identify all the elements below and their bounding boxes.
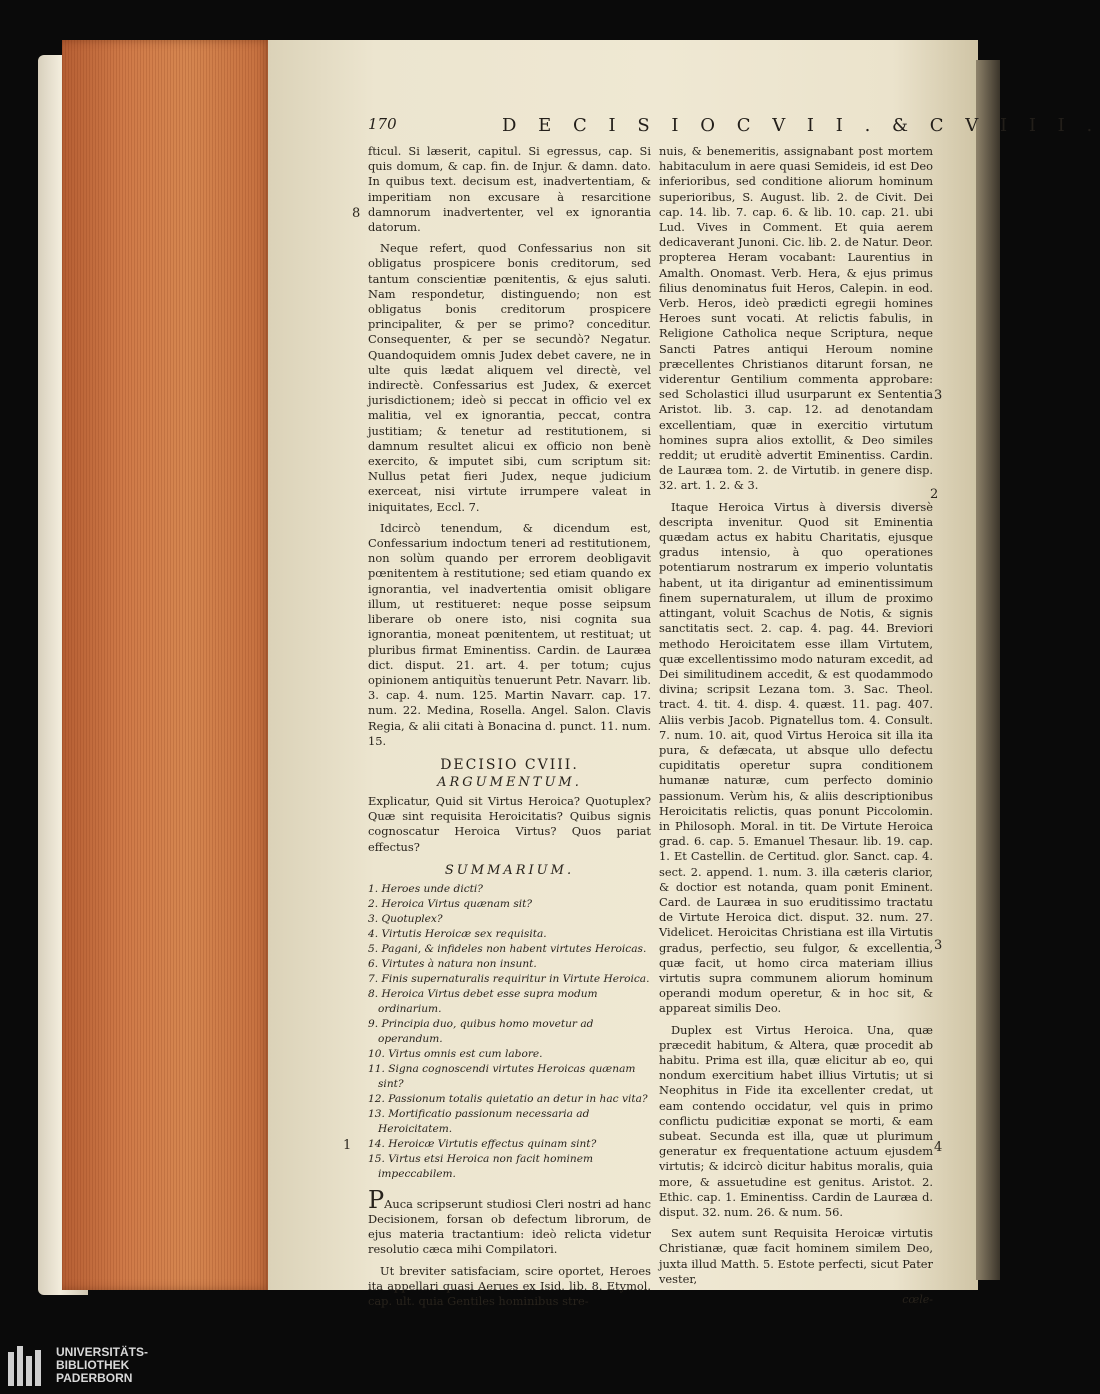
paragraph: nuis, & benemeritis, assignabant post mortem habitaculum in aere quasi Semideis, id est Deo inferioribus, sed conditione aliorum hominum superioribus, S. August. lib. 2. de Civit. Dei cap. 14. lib. 7. cap. 6. & lib. 10. cap. 21. ubi Lud. Vives in Comment. Et quia aerem dedicaverant Junoni. Cic. lib. 2. de Natur. Deor. propterea Heram vocabant: Laurentius in Amalth. Onomast. Verb. Hera, & ejus primus filius denominatus fuit Heros, Calepin. in eod. Verb. Heros, ideò prædicti egregii homines Heroes sunt vocati. At relictis fabulis, in Religione Catholica neque Scriptura, neque Sancti Patres antiqui Heroum nomine præcellentes Christianos ditarunt forsan, ne viderentur Gentilium commenta approbare: sed Scholastici illud usurparunt ex Sententia Aristot. lib. 3. cap. 12. ad denotandam excellentiam, quæ in exercitio virtutum homines supra alios extollit, & Deo similes reddit; ut eruditè advertit Eminentiss. Cardin. de Lauræa tom. 2. de Virtutib. in genere disp. 32. art. 1. 2. & 3. [659, 144, 933, 493]
page-number: 170 [368, 115, 397, 133]
summary-item: 11. Signa cognoscendi virtutes Heroicas quænam sint? [368, 1062, 636, 1090]
summary-item: 12. Passionum totalis quietatio an detur in hac vita? [368, 1092, 648, 1105]
margin-number: 4 [934, 1140, 943, 1155]
decisio-heading: DECISIO CVIII. [440, 756, 579, 773]
margin-number: 2 [930, 487, 939, 502]
library-logo-icon [8, 1346, 48, 1386]
paragraph: Neque refert, quod Confessarius non sit obligatus prospicere bonis creditorum, sed tantum conscientiæ pœnitentis, & ejus saluti. Nam respondetur, distinguendo; non est obligatus bonis creditorum prospicere principaliter, & per se primo? conceditur. Consequenter, & per se secundò? Negatur. Quandoquidem omnis Judex debet cavere, ne in ulte quis lædat aliquem vel directè, vel indirectè. Confessarius est Judex, & exercet jurisdictionem; ideò si peccat in officio vel ex malitia, vel ex ignorantia, peccat, contra justitiam; & tenetur ad restitutionem, si damnum resultet alicui ex officio non benè exercito, & imputet sibi, cum scriptum sit: Nullus petat fieri Judex, neque judicium exerceat, nisi virtute irrumpere valeat in iniquitates, Eccl. 7. [368, 241, 651, 514]
paragraph: Idcircò tenendum, & dicendum est, Confessarium indoctum teneri ad restitutionem, non solùm quando per errorem deobligavit pœnitentem à restitutione; sed etiam quando ex ignorantia, vel inadvertentia omisit obligare illum, ut restitueret: neque posse seipsum liberare ob onere isto, nisi cognita sua ignorantia, moneat pœnitentem, ut restituat; ut pluribus firmat Eminentiss. Cardin. de Lauræa dict. disput. 21. art. 4. per totum; cujus opinionem antiquitùs tenuerunt Petr. Navarr. lib. 3. cap. 4. num. 125. Martin Navarr. cap. 17. num. 22. Medina, Rosella. Angel. Salon. Clavis Regia, & alii citati à Bonacina d. punct. 11. num. 15. [368, 520, 651, 748]
summary-item: 7. Finis supernaturalis requiritur in Virtute Heroica. [368, 972, 650, 985]
summary-item: 1. Heroes unde dicti? [368, 882, 483, 895]
summary-item: 8. Heroica Virtus debet esse supra modum ordinarium. [368, 987, 598, 1015]
summary-item: 10. Virtus omnis est cum labore. [368, 1047, 543, 1060]
summary-item: 2. Heroica Virtus quænam sit? [368, 897, 533, 910]
margin-number: 3 [934, 938, 943, 953]
summary-item: 6. Virtutes à natura non insunt. [368, 957, 537, 970]
summary-item: 4. Virtutis Heroicæ sex requisita. [368, 927, 547, 940]
library-logo [8, 1344, 188, 1388]
paragraph: Duplex est Virtus Heroica. Una, quæ præcedit habitum, & Altera, quæ procedit ab habitu. Prima est illa, quæ elicitur ab eo, qui nondum exercitium habet illius Virtutis; ut si Neophitus in Fide ita excellenter credat, ut eam contendo occidatur, vel quis in primo conflictu pudicitiæ exponat se morti, & eam subeat. Secunda est illa, quæ ut plurimum generatur ex frequentatione actuum ejusdem virtutis; & idcircò dicitur habitus moralis, quia more, & assuetudine est genitus. Aristot. 2. Ethic. cap. 1. Eminentiss. Cardin de Lauræa d. disput. 32. num. 26. & num. 56. [659, 1022, 933, 1220]
margin-number: 3 [934, 388, 943, 403]
summary-item: 15. Virtus etsi Heroica non facit hominem impeccabilem. [368, 1152, 594, 1180]
summary-item: 5. Pagani, & infideles non habent virtutes Heroicas. [368, 942, 647, 955]
argumentum-text: Explicatur, Quid sit Virtus Heroica? Quotuplex? Quæ sint requisita Heroicitatis? Quibus signis cognoscatur Heroica Virtus? Quos pariat effectus? [368, 793, 651, 854]
page-header [368, 115, 1100, 141]
paragraph: Itaque Heroica Virtus à diversis diversè descripta invenitur. Quod sit Eminentia quædam actus ex habitu Charitatis, ejusque gradus intensio, à quo operationes potentiarum nostrarum ex imperio voluntatis habent, ut ita dirigantur ad eminentissimum finem supernaturalem, ut illum de proximo attingant, voluit Scachus de Notis, & signis sanctitatis sect. 2. cap. 4. pag. 44. Breviori methodo Heroicitatem esse illam Virtutem, quæ excellentissimo modo naturam excedit, ad Dei similitudinem accedit, & est quodammodo divina; scripsit Lezana tom. 3. Sac. Theol. tract. 4. tit. 4. disp. 4. quæst. 11. pag. 407. Aliis verbis Jacob. Pignatellus tom. 4. Consult. 7. num. 10. ait, quod Virtus Heroica sit illa ita pura, & defæcata, ut absque ullo defectu cupiditatis operetur supra conditionem humanæ naturæ, cum perfecto dominio passionum. Verùm his, & aliis descriptionibus Heroicitatis relictis, quas ponunt Piccolomin. in Philosoph. Moral. in tit. De Virtute Heroica grad. 6. cap. 5. Emanuel Thesaur. lib. 19. cap. 1. Et Castellin. de Certitud. glor. Sanct. cap. 4. sect. 2. append. 1. num. 3. illa cæteris clarior, & doctior est notanda, quam ponit Eminent. Card. de Lauræa in suo eruditissimo tractatu de Virtute Heroica dict. disput. 32. num. 27. Videlicet. Heroicitas Christiana est illa Virtutis gradus, perfectio, seu fulgor, & excellentia, quæ facit, ut homo circa materiam illius virtutis supra communem aliorum hominum operandi modum operetur, & in hoc sit, & appareat similis Deo. [659, 499, 933, 1016]
paragraph: Ut breviter satisfaciam, scire oportet, Heroes ita appellari quasi Aerues ex Isid. lib. 8. Etymol. cap. ult. quia Gentiles hominibus stre- [368, 1263, 651, 1308]
margin-number: 8 [352, 206, 361, 221]
summary-item: 9. Principia duo, quibus homo movetur ad operandum. [368, 1017, 594, 1045]
summarium-heading: SUMMARIUM. [444, 862, 575, 878]
summary-item: 13. Mortificatio passionum necessaria ad Heroicitatem. [368, 1107, 590, 1135]
paragraph: fticul. Si læserit, capitul. Si egressus, cap. Si quis domum, & cap. fin. de Injur. & damn. dato. In quibus text. decisum est, inadvertentiam, & imperitiam non excusare à resarcitione damnorum inadvertenter, vel ex ignorantia datorum. [368, 144, 651, 235]
summary-item: 3. Quotuplex? [368, 912, 443, 925]
facing-page-edge [976, 60, 1000, 1280]
margin-number: 1 [343, 1138, 352, 1153]
catchword: cœle- [902, 1293, 933, 1307]
running-head: D E C I S I O C V I I . & C V I I I . [502, 115, 1100, 136]
paragraph: Sex autem sunt Requisita Heroicæ virtutis Christianæ, quæ facit hominem similem Deo, juxta illud Matth. 5. Estote perfecti, sicut Pater vester, [659, 1226, 933, 1286]
right-column [659, 144, 933, 1306]
page-edges [62, 40, 272, 1290]
summary-item: 14. Heroicæ Virtutis effectus quinam sint? [368, 1137, 597, 1150]
paragraph: PAuca scripserunt studiosi Cleri nostri ad hanc Decisionem, forsan ob defectum librorum, de ejus materia tractantium: ideò relicta videtur resolutio cæca mihi Compilatori. [368, 1185, 651, 1257]
argumentum-heading: ARGUMENTUM. [437, 774, 582, 790]
left-column [368, 144, 651, 1315]
library-name: UNIVERSITÄTS- BIBLIOTHEK PADERBORN [56, 1345, 149, 1385]
summarium-list [368, 882, 651, 1182]
